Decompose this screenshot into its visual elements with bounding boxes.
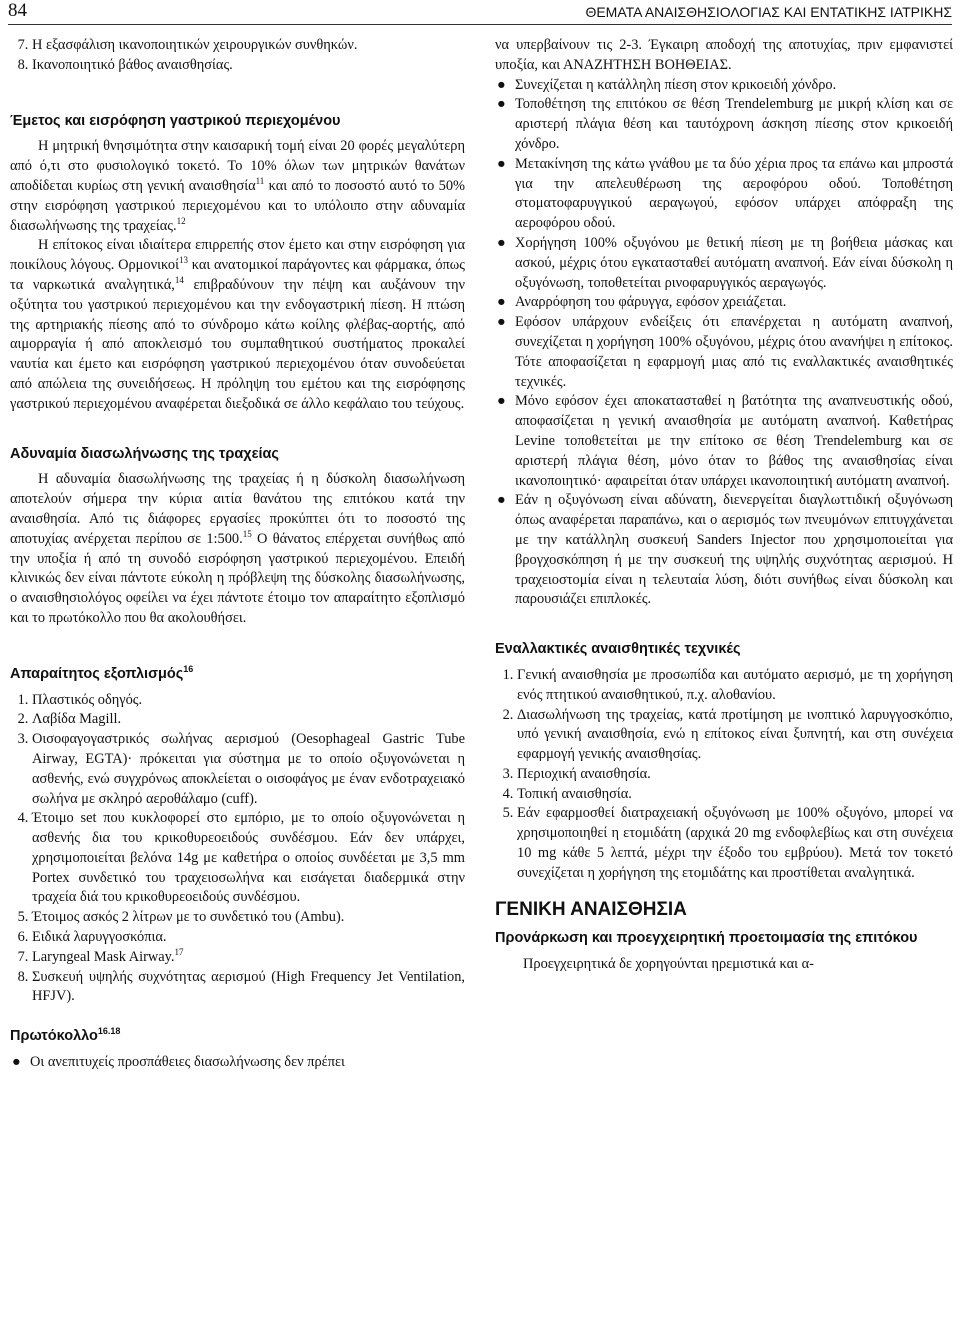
reference: 12 (176, 215, 186, 226)
reference: 14 (174, 275, 184, 286)
alternatives-list (495, 666, 953, 884)
list-item: 7. Η εξασφάλιση ικανοποιητικών χειρουργικών συνθηκών. (32, 36, 465, 56)
list-item: 1. Γενική αναισθησία με προσωπίδα και αυτόματο αερισμό, με τη χορήγηση ενός πτητικού αναισθητικού, π.χ. αλοθανίου. (517, 666, 953, 706)
section-heading-protocol: Πρωτόκολλο$^{16.18}$ (10, 1026, 121, 1045)
intro-list (10, 36, 465, 76)
bullet-item: ● Οι ανεπιτυχείς προσπάθειες διασωλήνωσης δεν πρέπει (30, 1053, 465, 1073)
paragraph: Η επίτοκος είναι ιδιαίτερα επιρρεπής στον έμετο και στην εισρόφηση για ποικίλους λόγους. Ορμονικοί$^{13}$ και ανατομικοί παράγοντες και φάρμακα, όπως τα ναρκωτικά αναλγητικά,$^{14}$ επιβραδύνουν την πέψη και αυξάνουν την οξύτητα του γαστρικού περιεχομένου και την ενδογαστρική πίεση. Η πτώση της αρτηριακής πίεσης από το σύνδρομο κάτω κοίλης φλέβας-αορτής, από αιμορραγία ή από αποκλεισμό του συμπαθητικού συστήματος προκαλεί ναυτία και έμετο και εισρόφηση γαστρικού περιεχομένου όταν συνοδεύεται από απώλεια της συνειδήσεως. Η πρόληψη του εμέτου και της εισρόφησης γαστρικού περιεχομένου αναφέρεται διεξοδικά σε άλλο κεφάλαιο του τεύχους. (10, 237, 465, 412)
list-item: 4. Έτοιμο set που κυκλοφορεί στο εμπόριο, με το οποίο οξυγονώνεται η ασθενής δια του κρικοθυρεοειδούς συνδέσμου. Εάν δεν υπάρχει, χρησιμοποιείται βελόνα 14g με καθετήρα ο οποίος συνδέεται με 3,5 mm Portex συνδετικό του τραχειοσωλήνα και εισάγεται διαδερμικά στην τραχεία διά του κρικοθυρεοειδούς συνδέσμου. (32, 809, 465, 908)
protocol-bullets (495, 76, 953, 611)
list-item: 7. Laryngeal Mask Airway.$^{17}$ (32, 948, 465, 968)
list-item: 8. Συσκευή υψηλής συχνότητας αερισμού (High Frequency Jet Ventilation, HFJV). (32, 968, 465, 1008)
list-item: 5. Έτοιμος ασκός 2 λίτρων με το συνδετικό του (Ambu). (32, 908, 465, 928)
reference: 17 (174, 947, 184, 958)
bullet-item: ● Μόνο εφόσον έχει αποκατασταθεί η βατότητα της αναπνευστικής οδού, αποφασίζεται η γενική αναισθησία με αυτόματη αναπνοή. Καθετήρας Levine τοποθετείται με την επίτοκο σε θέση Trendelemburg και σε αριστερή πλάγια θέση, μόνο όταν το βάθος της αναισθησίας είναι ικανοποιητικό· αφαιρείται όταν υπάρχει ικανοποιητική αυτόματη αναπνοή. (497, 393, 953, 489)
header-rule (8, 24, 952, 25)
bullet-item: ● Μετακίνηση της κάτω γνάθου με τα δύο χέρια προς τα επάνω και μπροστά για την απελευθέρωση της αεροφόρου οδού. Τοποθέτηση στοματοφαρυγγικού αεραγωγού, εφόσον υπάρχει απόφραξη της αεροφόρου οδού. (497, 155, 953, 232)
bullet-icon: ● (497, 234, 506, 251)
section-heading-vomiting: Έμετος και εισρόφηση γαστρικού περιεχομένου (10, 112, 341, 129)
bullet-icon: ● (497, 314, 506, 331)
paragraph: Η αδυναμία διασωλήνωσης της τραχείας ή η δύσκολη διασωλήνωση αποτελούν σήμερα την κύρια αιτία θανάτου της επιτόκου κατά την αναισθησία. Από τις διάφορες εργασίες προκύπτει ότι το ποσοστό της αποτυχίας ανέρχεται περίπου σε 1:500.15 Ο θάνατος επέρχεται συνήθως από την υποξία ή από τη συνοδό εισρόφηση γαστρικού περιεχομένου. Επειδή κλινικώς δεν είναι πάντοτε εύκολη η πρόβλεψη της δύσκολης διασωλήνωσης, ο αναισθησιολόγος οφείλει να έχει πάντοτε έτοιμο τον απαραίτητο εξοπλισμό και το πρωτόκολλο που θα ακολουθήσει. (10, 471, 465, 626)
bullet-item: ● Τοποθέτηση της επιτόκου σε θέση Trendelemburg με μικρή κλίση και σε αριστερή πλάγια θέση και ταυτόχρονη άσκηση πίεσης στον κρικοειδή χόνδρο. (497, 96, 953, 152)
bullet-icon: ● (497, 492, 506, 509)
bullet-item: ● Χορήγηση 100% οξυγόνου με θετική πίεση με τη βοήθεια μάσκας και ασκού, μέχρις ότου εγκατασταθεί αυτόματη αναπνοή. Εάν είναι δύσκολη η οξυγόνωση, τοποθετείται ρινοφαρυγγικός αεραγωγός. (497, 234, 953, 291)
list-item: 3. Οισοφαγογαστρικός σωλήνας αερισμού (Oesophageal Gastric Tube Airway, EGTA)· πρόκειται για σύστημα με το οποίο οξυγονώνεται η ασθενής, ενώ συγχρόνως αποκλείεται ο οισοφάγος με έναν ενδοτραχειακό σωλήνα με σκληρό αεροθάλαμο (cuff). (32, 730, 465, 809)
reference: 11 (255, 176, 265, 187)
protocol-list (10, 1053, 465, 1073)
list-item: 3. Περιοχική αναισθησία. (517, 765, 953, 785)
bullet-item: ● Εάν η οξυγόνωση είναι αδύνατη, διενεργείται διαγλωττιδική οξυγόνωση όπως αναφέρεται παραπάνω, και ο αερισμός των πνευμόνων επιτυγχάνεται με την κατάλληλη συσκευή Sanders Injector που χρησιμοποιείται για βρογχοσκόπηση ή με την συσκευή της υψηλής συχνότητας αερισμού. Η τραχειοστομία είναι η τελευταία λύση, διότι συνήθως είναι δύσκολη και παρουσιάζει επιπλοκές. (497, 492, 953, 608)
list-item: 6. Ειδικά λαρυγγοσκόπια. (32, 928, 465, 948)
equipment-list (10, 691, 465, 1008)
page-header (8, 0, 952, 22)
bullet-icon: ● (497, 294, 506, 311)
bullet-item: ● Συνεχίζεται η κατάλληλη πίεση στον κρικοειδή χόνδρο. (515, 76, 953, 96)
page-number: 84 (8, 0, 27, 21)
bullet-icon: ● (497, 155, 506, 172)
right-column (495, 36, 953, 975)
bullet-icon: ● (12, 1054, 21, 1071)
list-item: 1. Πλαστικός οδηγός. (32, 691, 465, 711)
paragraph: Προεγχειρητικά δε χορηγούνται ηρεμιστικά και α- (523, 956, 814, 973)
bullet-icon: ● (497, 96, 506, 113)
reference: 15 (242, 528, 252, 539)
section-heading-equipment: Απαραίτητος εξοπλισμός$^{16}$ (10, 663, 194, 682)
list-item: 2. Διασωλήνωση της τραχείας, κατά προτίμηση με ινοπτικό λαρυγγοσκόπιο, υπό γενική αναισθησία, ενώ η επίτοκος είναι ξυπνητή, και στη συνέχεια εφαρμογή γενικής αναισθησίας. (517, 706, 953, 765)
bullet-item: ● Εφόσον υπάρχουν ενδείξεις ότι επανέρχεται η αυτόματη αναπνοή, συνεχίζεται η χορήγηση 100% οξυγόνου, μέχρις ότου ανανήψει η επίτοκος. Τότε αποφασίζεται η εφαρμογή μιας από τις εναλλακτικές αναισθητικές τεχνικές. (497, 314, 953, 390)
section-heading-general-anesthesia: ΓΕΝΙΚΗ ΑΝΑΙΣΘΗΣΙΑ (495, 898, 687, 920)
list-item: 8. Ικανοποιητικό βάθος αναισθησίας. (32, 56, 465, 76)
section-heading-alternatives: Εναλλακτικές αναισθητικές τεχνικές (495, 641, 741, 658)
bullet-item: ● Αναρρόφηση του φάρυγγα, εφόσον χρειάζεται. (515, 293, 953, 313)
reference: 16.18 (97, 1026, 121, 1037)
reference: 16 (183, 663, 194, 674)
paragraph: να υπερβαίνουν τις 2-3. Έγκαιρη αποδοχή της αποτυχίας, πριν εμφανιστεί υποξία, και ΑΝΑΖΗΤΗΣΗ ΒΟΗΘΕΙΑΣ. (495, 37, 953, 73)
list-item: 2. Λαβίδα Magill. (32, 710, 465, 730)
bullet-icon: ● (497, 393, 506, 410)
list-item: 5. Εάν εφαρμοσθεί διατραχειακή οξυγόνωση με 100% οξυγόνο, μπορεί να χρησιμοποιηθεί η ετομιδάτη (αρχικά 20 mg ενδοφλεβίως και στη συνέχεια 10 mg κάθε 5 λεπτά, μέχρι την έξοδο του εμβρύου). Μετά τον τοκετό συνεχίζεται η χορήγηση της ετομιδάτης και προστίθεται αναλγητικά. (517, 804, 953, 883)
section-heading-intubation: Αδυναμία διασωλήνωσης της τραχείας (10, 445, 279, 462)
bullet-icon: ● (497, 76, 506, 93)
reference: 13 (178, 255, 188, 266)
list-item: 4. Τοπική αναισθησία. (517, 785, 953, 805)
running-title: ΘΕΜΑΤΑ ΑΝΑΙΣΘΗΣΙΟΛΟΓΙΑΣ ΚΑΙ ΕΝΤΑΤΙΚΗΣ ΙΑΤΡΙΚΗΣ (585, 4, 952, 20)
paragraph: Η μητρική θνησιμότητα στην καισαρική τομή είναι 20 φορές μεγαλύτερη από ό,τι στο φυσιολογικό τοκετό. Το 10% όλων των μητρικών θανάτων αποδίδεται κυρίως στη γενική αναισθησία$^{11}$ και από το ποσοστό αυτό το 50% στην εισρόφηση γαστρικού περιεχομένου και το υπόλοιπο στην αδυναμία διασωλήνωσης της τραχείας.$^{12}$ (10, 138, 465, 234)
subsection-heading: Προνάρκωση και προεγχειρητική προετοιμασία της επιτόκου (495, 930, 918, 947)
left-column (10, 36, 465, 1073)
